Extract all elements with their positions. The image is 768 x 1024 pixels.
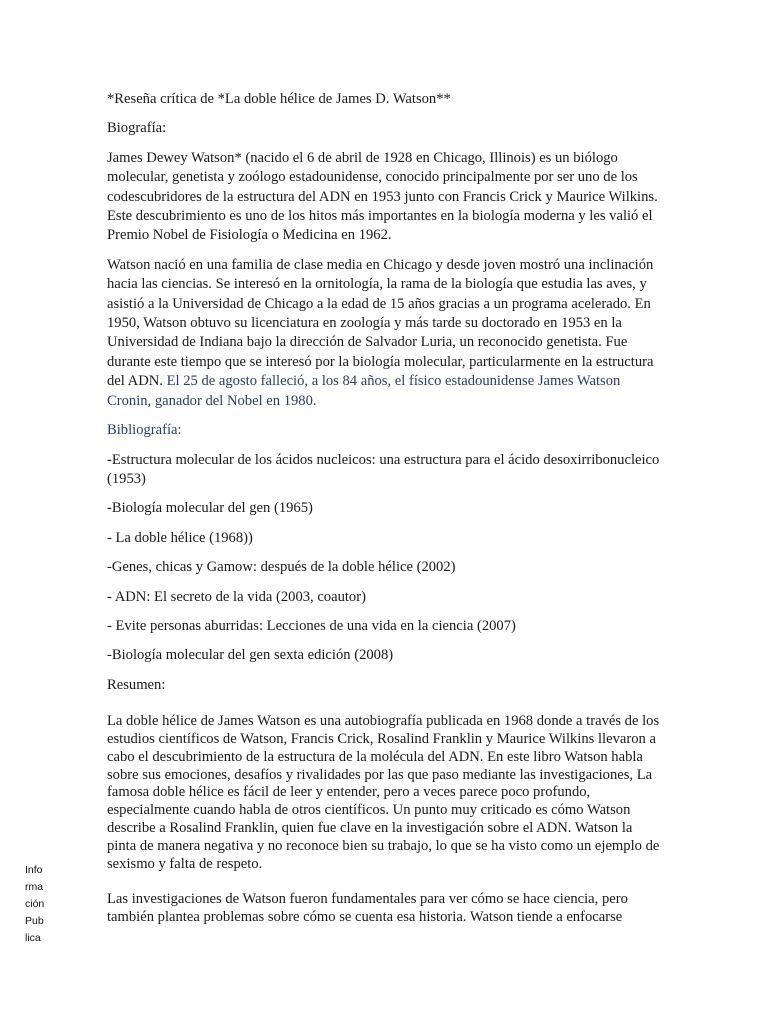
summary-paragraph-1: La doble hélice de James Watson es una autobiografía publicada en 1968 donde a través de los estudios científicos de Watson, Francis Crick, Rosalind Franklin y Maurice Wilkins llevaron a cabo el descubrimiento de la estructura de la molécula del ADN. En este libro Watson habla sobre sus emociones, desafíos y rivalidades por las que paso mediante las investigaciones, La famosa doble hélice es fácil de leer y entender, pero a veces parece poco profundo, especialmente cuando habla de otros científicos. Un punto muy criticado es cómo Watson describe a Rosalind Franklin, quien fue clave en la investigación sobre el ADN. Watson la pinta de manera negativa y no reconoce bien su trabajo, lo que se ha visto como un ejemplo de sexismo y falta de respeto. <box>107 713 660 872</box>
bibliography-heading: Bibliografía: <box>107 422 182 439</box>
biography-highlight-text: El 25 de agosto falleció, a los 84 años, el físico estadounidense James Watson Cronin, ganador del Nobel en 1980. <box>107 373 621 409</box>
bibliography-item: -Genes, chicas y Gamow: después de la doble hélice (2002) <box>107 559 456 576</box>
bibliography-item: - ADN: El secreto de la vida (2003, coautor) <box>107 588 366 605</box>
biography-heading: Biografía: <box>107 120 167 137</box>
bibliography-item: -Estructura molecular de los ácidos nucleicos: una estructura para el ácido desoxirribonucleico (1953) <box>107 451 660 487</box>
document-page <box>107 90 663 937</box>
document-title: *Reseña crítica de *La doble hélice de James D. Watson** <box>107 91 451 107</box>
biography-paragraph-2 <box>107 256 663 411</box>
biography-paragraph-2-text: Watson nació en una familia de clase media en Chicago y desde joven mostró una inclinación hacia las ciencias. Se interesó en la ornitología, la rama de la biología que estudia las aves, y asistió a la Universidad de Chicago a la edad de 15 años gracias a un programa acelerado. En 1950, Watson obtuvo su licenciatura en zoología y más tarde su doctorado en 1953 en la Universidad de Indiana bajo la dirección de Salvador Luria, un reconocido genetista. Fue durante este tiempo que se interesó por la biología molecular, particularmente en la estructura del ADN. <box>107 256 654 390</box>
summary-heading: Resumen: <box>107 676 166 693</box>
summary-paragraph-2: Las investigaciones de Watson fueron fundamentales para ver cómo se hace ciencia, pero también plantea problemas sobre cómo se cuenta esa historia. Watson tiende a enfocarse <box>107 891 628 926</box>
bibliography-item: - La doble hélice (1968)) <box>107 529 253 546</box>
sidebar-classification-label: Información Publica <box>25 864 45 944</box>
biography-paragraph-1: James Dewey Watson* (nacido el 6 de abril de 1928 en Chicago, Illinois) es un biólogo molecular, genetista y zoólogo estadounidense, conocido principalmente por ser uno de los codescubridores de la estructura del ADN en 1953 junto con Francis Crick y Maurice Wilkins. Este descubrimiento es uno de los hitos más importantes en la biología moderna y les valió el Premio Nobel de Fisiología o Medicina en 1962. <box>107 149 658 244</box>
bibliography-item: -Biología molecular del gen sexta edición (2008) <box>107 647 394 664</box>
bibliography-item: - Evite personas aburridas: Lecciones de una vida en la ciencia (2007) <box>107 617 516 634</box>
bibliography-item: -Biología molecular del gen (1965) <box>107 500 313 517</box>
